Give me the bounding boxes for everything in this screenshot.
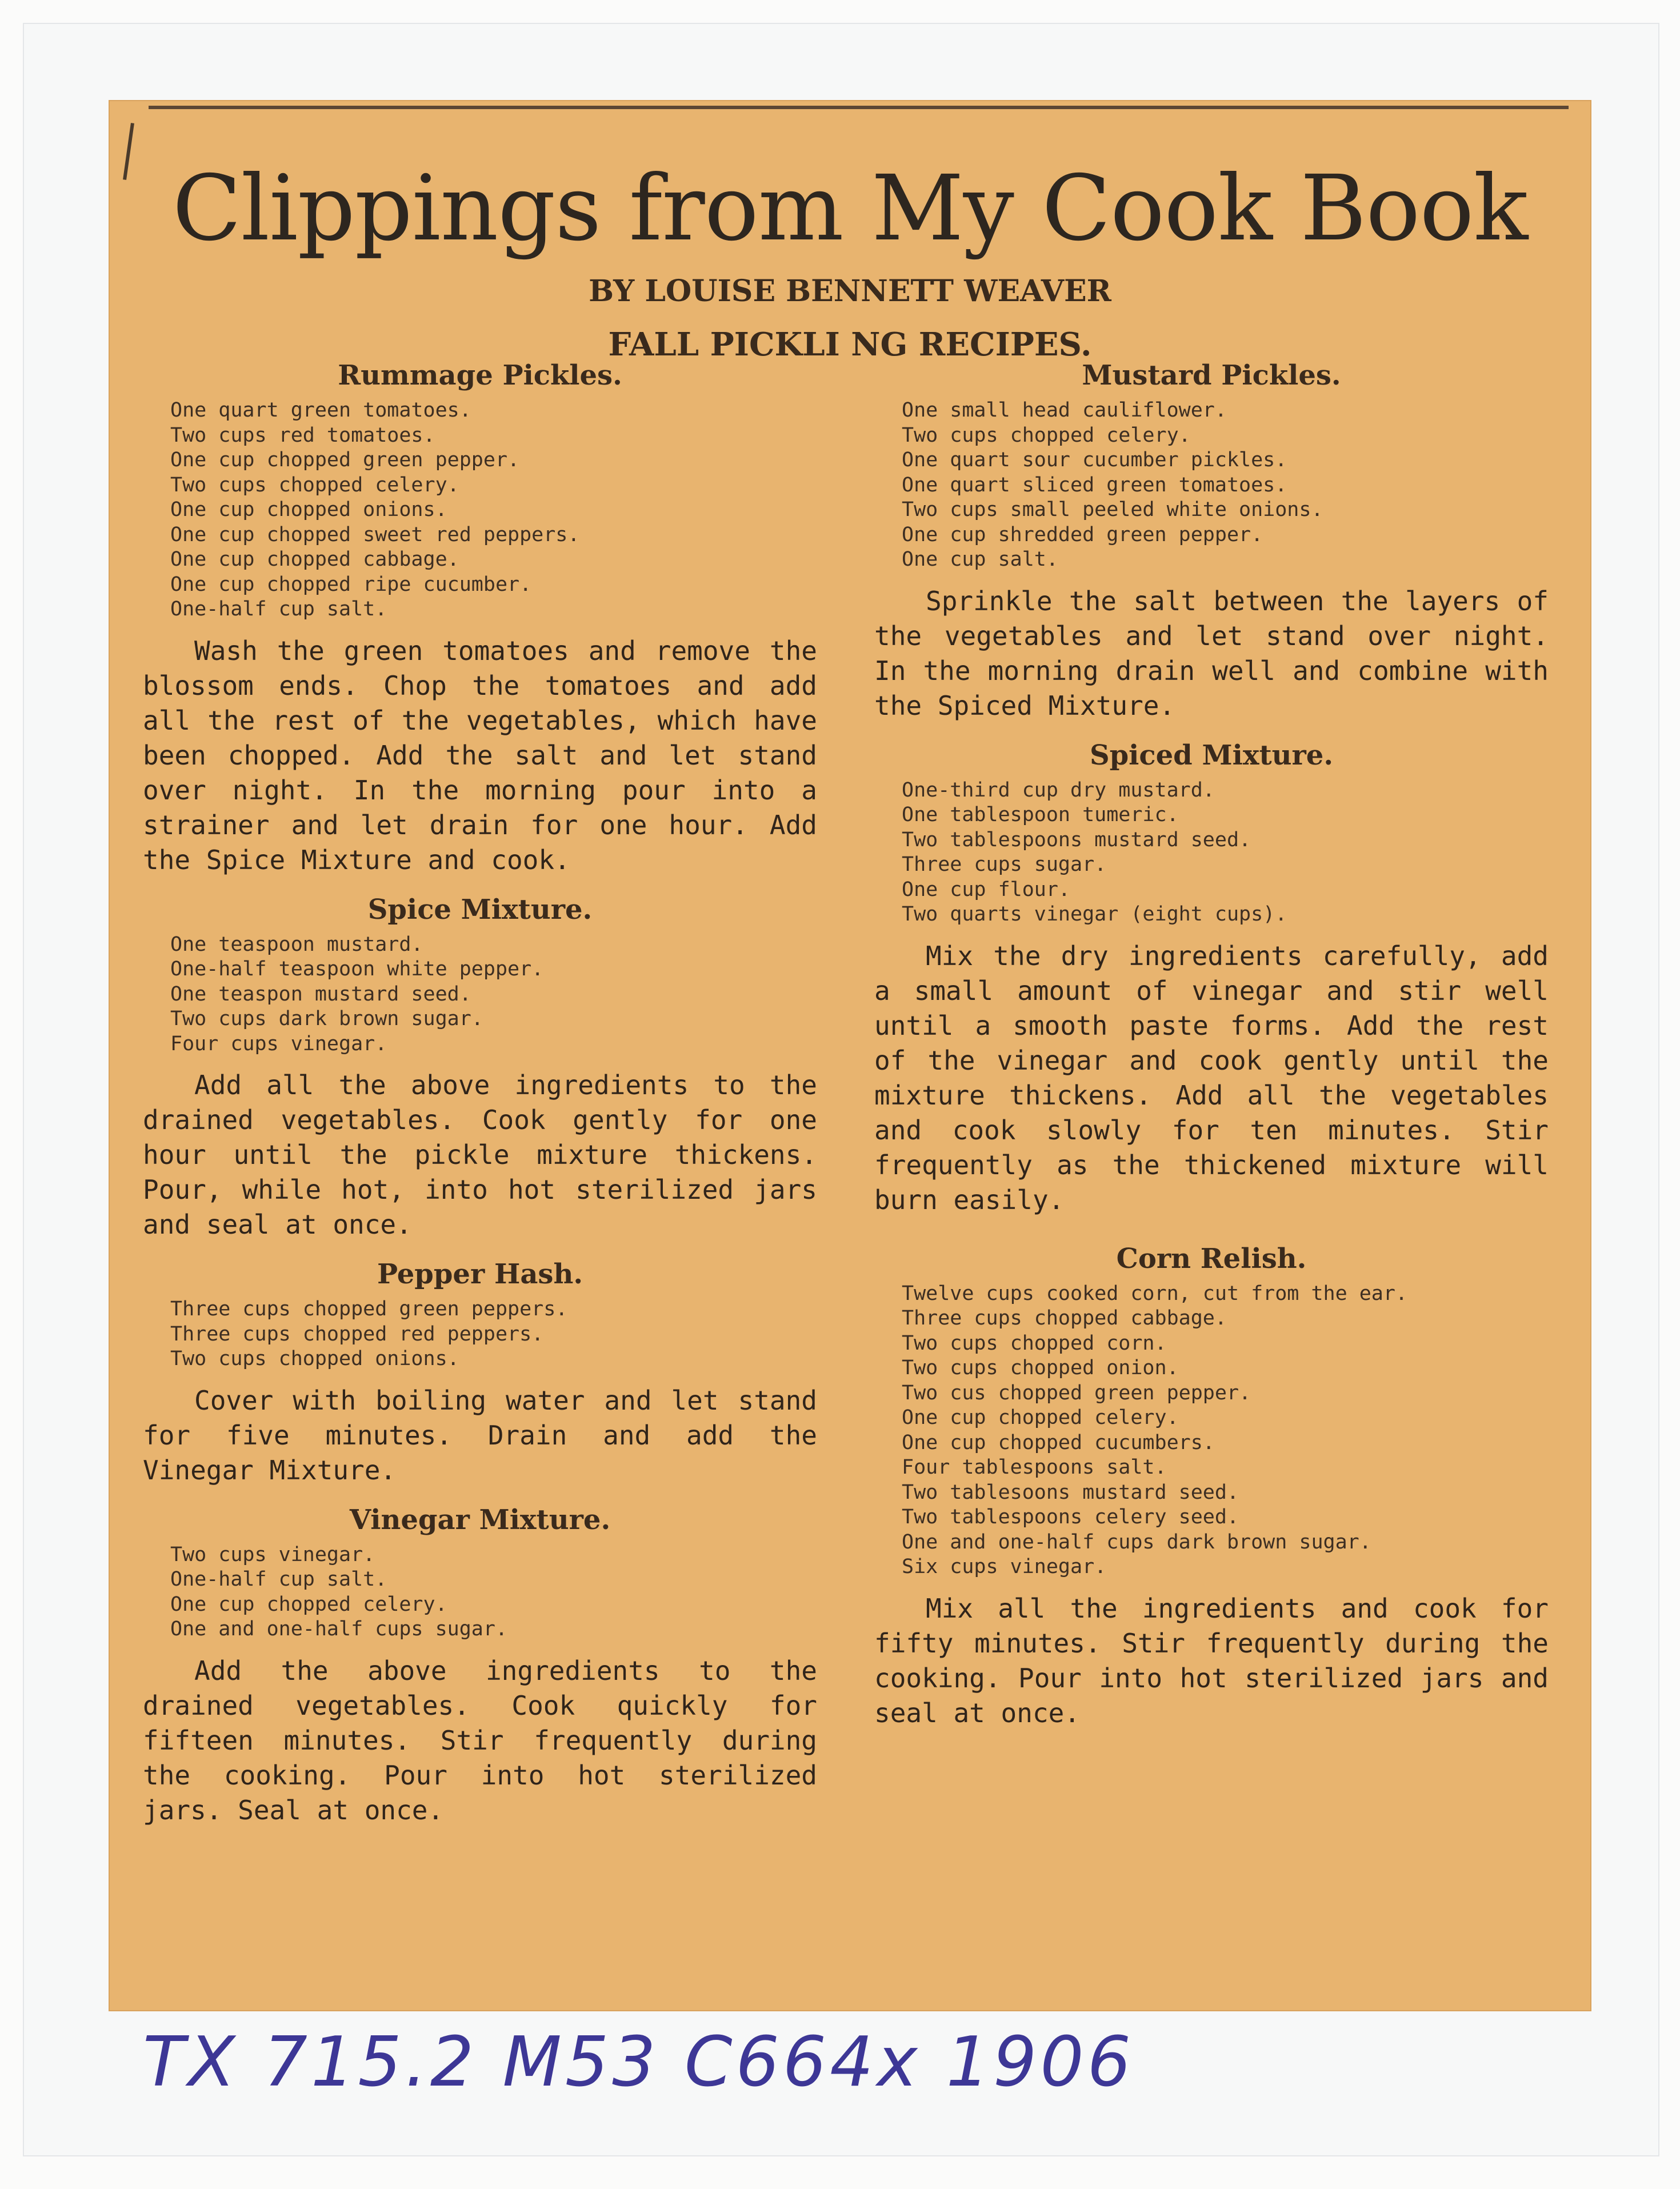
ingredient: One cup chopped onions. (170, 498, 447, 521)
ingredient: One cup chopped green pepper. (170, 449, 520, 471)
recipe-title: Pepper Hash. (377, 1258, 583, 1290)
ingredient: Two cus chopped green pepper. (902, 1381, 1251, 1404)
ingredient: Twelve cups cooked corn, cut from the ear. (902, 1282, 1408, 1305)
ingredient: Two quarts vinegar (eight cups). (902, 903, 1287, 926)
ingredient-list (143, 1297, 817, 1372)
ingredient: Three cups chopped red peppers. (170, 1322, 544, 1346)
recipe-title: Mustard Pickles. (1082, 359, 1341, 391)
catalog-number: TX 715.2 M53 C664x 1906 (143, 2023, 1135, 2102)
instructions: Mix all the ingredients and cook for fifty minutes. Stir frequently during the cooking. Pour into hot sterilized jars and seal at once. (874, 1592, 1549, 1728)
recipe-title: Corn Relish. (1116, 1242, 1307, 1275)
ingredient: One quart sour cucumber pickles. (902, 449, 1287, 471)
left-column (143, 357, 817, 1842)
ingredient: One quart green tomatoes. (170, 399, 471, 422)
ingredient: One tablespoon tumeric. (902, 803, 1179, 826)
recipe-pepper-hash (143, 1256, 817, 1488)
recipe-spiced-mixture (874, 737, 1549, 1218)
recipe-title: Vinegar Mixture. (349, 1503, 611, 1536)
recipe-vinegar-mixture (143, 1502, 817, 1828)
ingredient: Six cups vinegar. (902, 1555, 1107, 1578)
ingredient: Four tablespoons salt. (902, 1456, 1167, 1479)
ingredient: Three cups chopped green peppers. (170, 1298, 568, 1320)
instructions: Sprinkle the salt between the layers of the vegetables and let stand over night. In the morning drain well and combine with the Spiced Mixture. (874, 585, 1549, 721)
recipe-corn-relish (874, 1240, 1549, 1731)
ingredient: One small head cauliflower. (902, 399, 1227, 422)
ingredient: One quart sliced green tomatoes. (902, 473, 1287, 497)
recipe-mustard-pickles (874, 357, 1549, 723)
ingredient: Two cups chopped onion. (902, 1356, 1179, 1379)
section-title: FALL PICKLI NG RECIPES. (608, 326, 1092, 363)
ingredient: Two cups vinegar. (170, 1543, 375, 1566)
recipe-title: Rummage Pickles. (338, 359, 622, 391)
ingredient: One cup chopped celery. (170, 1592, 447, 1616)
ingredient: Two cups chopped corn. (902, 1331, 1167, 1355)
ingredient: One teaspoon mustard. (170, 933, 423, 956)
instructions: Add all the above ingredients to the drained vegetables. Cook gently for one hour until the pickle mixture thickens. Pour, while hot, into hot sterilized jars and seal at once. (143, 1070, 817, 1240)
ingredient: One-half cup salt. (170, 1568, 387, 1591)
ingredient: Two cups chopped onions. (170, 1347, 459, 1370)
recipe-spice-mixture (143, 891, 817, 1243)
ingredient: One-half cup salt. (170, 598, 387, 621)
newspaper-clipping (109, 100, 1591, 2011)
ingredient: Two tablespoons mustard seed. (902, 828, 1251, 851)
ingredient: Three cups chopped cabbage. (902, 1307, 1227, 1330)
ingredient: One cup chopped sweet red peppers. (170, 523, 580, 546)
instructions: Mix the dry ingredients carefully, add a small amount of vinegar and stir well until a smooth paste forms. Add the rest of the vinegar and cook gently until the mixture thickens. Add all the vegetables and cook slowly for ten minutes. Stir frequently as the thickened mixture will burn easily. (874, 940, 1549, 1215)
ingredient: Three cups sugar. (902, 853, 1107, 876)
recipe-title: Spiced Mixture. (1089, 739, 1334, 771)
header-rule (149, 106, 1569, 109)
ingredient: One-third cup dry mustard. (902, 778, 1215, 802)
recipe-title: Spice Mixture. (367, 893, 593, 926)
ingredient: One cup flour. (902, 878, 1071, 901)
page-title: Clippings from My Cook Book (172, 156, 1528, 261)
ingredient: Two cups dark brown sugar. (170, 1007, 483, 1030)
ingredient-list (874, 398, 1549, 573)
ingredient: Four cups vinegar. (170, 1032, 387, 1055)
ingredient: Two tablesoons mustard seed. (902, 1480, 1239, 1504)
ingredient: One and one-half cups dark brown sugar. (902, 1530, 1371, 1554)
recipe-rummage-pickles (143, 357, 817, 878)
instructions: Cover with boiling water and let stand for five minutes. Drain and add the Vinegar Mixture. (143, 1384, 817, 1486)
ingredient: One cup chopped cabbage. (170, 548, 459, 571)
instructions: Add the above ingredients to the drained vegetables. Cook quickly for fifteen minutes. Stir frequently during the cooking. Pour into hot sterilized jars. Seal at once. (143, 1655, 817, 1826)
ingredient: One cup shredded green pepper. (902, 523, 1263, 546)
ingredient: One teaspon mustard seed. (170, 982, 471, 1006)
byline: BY LOUISE BENNETT WEAVER (589, 274, 1111, 309)
ingredient: Two cups small peeled white onions. (902, 498, 1323, 521)
ingredient: One cup chopped ripe cucumber. (170, 573, 532, 596)
instructions: Wash the green tomatoes and remove the blossom ends. Chop the tomatoes and add all the rest of the vegetables, which have been chopped. Add the salt and let stand over night. In the morning pour into a strainer and let drain for one hour. Add the Spice Mixture and cook. (143, 635, 817, 875)
right-column (874, 357, 1549, 1744)
ingredient-list (143, 933, 817, 1057)
ingredient: Two cups chopped celery. (170, 473, 459, 497)
ingredient-list (874, 778, 1549, 927)
ingredient: One cup chopped celery. (902, 1406, 1179, 1429)
ingredient: Two tablespoons celery seed. (902, 1506, 1239, 1528)
ingredient-list (143, 398, 817, 622)
ingredient: One-half teaspoon white pepper. (170, 958, 544, 981)
ingredient: Two cups red tomatoes. (170, 423, 435, 447)
ingredient: One cup salt. (902, 548, 1058, 571)
ingredient-list (874, 1282, 1549, 1580)
ingredient-list (143, 1543, 817, 1642)
ingredient: One and one-half cups sugar. (170, 1618, 508, 1640)
ingredient: Two cups chopped celery. (902, 423, 1191, 447)
ingredient: One cup chopped cucumbers. (902, 1431, 1215, 1454)
